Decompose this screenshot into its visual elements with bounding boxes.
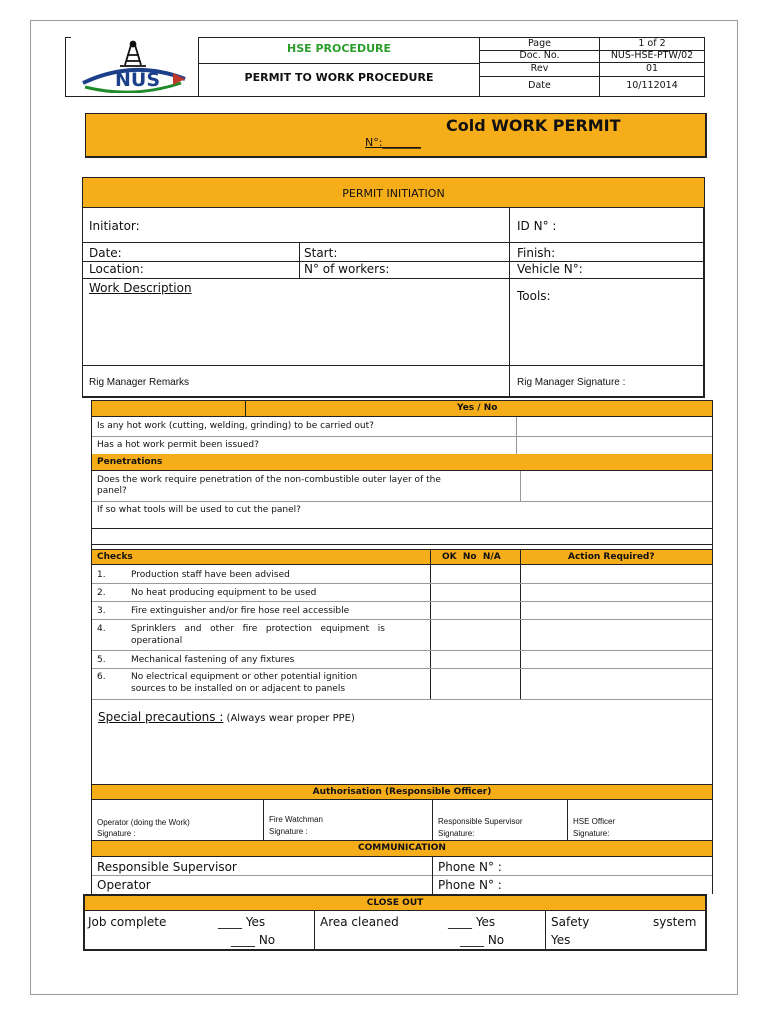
close-out-section <box>83 894 707 951</box>
yes-no-header: Yes / No <box>457 403 498 413</box>
meta-rev-label: Rev <box>530 63 549 74</box>
meta-page-label: Page <box>528 38 551 49</box>
checks-heading: Checks <box>97 552 133 562</box>
workers-label[interactable]: N° of workers: <box>304 262 390 276</box>
comm-phone-2[interactable]: Phone N° : <box>438 878 502 892</box>
check-1-num: 1. <box>97 570 106 580</box>
check-4-text-2: operational <box>131 636 183 646</box>
area-cleaned-label: Area cleaned <box>320 915 399 929</box>
checks-section <box>91 400 713 700</box>
check-1-text: Production staff have been advised <box>131 570 290 580</box>
meta-date-label: Date <box>528 80 551 91</box>
communication-heading: COMMUNICATION <box>358 843 446 853</box>
tools-label[interactable]: Tools: <box>517 289 551 303</box>
operator-sig-line: Signature : <box>97 829 136 838</box>
procedure-name: PERMIT TO WORK PROCEDURE <box>244 71 434 84</box>
initiation-heading: PERMIT INITIATION <box>342 187 445 200</box>
communication-section <box>91 840 713 894</box>
hot-work-q2: Has a hot work permit been issued? <box>97 440 259 450</box>
system-label: system <box>653 915 697 929</box>
work-description-label[interactable]: Work Description <box>89 281 192 295</box>
meta-docno-value: NUS-HSE-PTW/02 <box>610 50 694 61</box>
company-name: NUS <box>115 69 161 91</box>
rig-signature-label[interactable]: Rig Manager Signature : <box>517 377 626 388</box>
hse-officer-label[interactable]: HSE Officer <box>573 817 616 826</box>
finish-label[interactable]: Finish: <box>517 246 556 260</box>
meta-docno-label: Doc. No. <box>519 50 560 61</box>
operator-sig-label[interactable]: Operator (doing the Work) <box>97 818 190 827</box>
special-precautions-label: Special precautions : <box>98 710 224 724</box>
permit-initiation <box>82 177 705 398</box>
check-3-text: Fire extinguisher and/or fire hose reel accessible <box>131 606 350 616</box>
company-logo <box>73 39 193 93</box>
check-5-num: 5. <box>97 655 106 665</box>
supervisor-sig-line: Signature: <box>438 829 475 838</box>
check-4-num: 4. <box>97 624 106 634</box>
authorisation-heading: Authorisation (Responsible Officer) <box>312 787 492 797</box>
hot-work-q1: Is any hot work (cutting, welding, grinding) to be carried out? <box>97 421 374 431</box>
title-box <box>85 113 707 158</box>
penetration-q1-line2: panel? <box>97 486 127 496</box>
penetration-q1-line1: Does the work require penetration of the non-combustible outer layer of the <box>97 475 441 485</box>
comm-phone-1[interactable]: Phone N° : <box>438 860 502 874</box>
penetrations-heading: Penetrations <box>97 457 163 467</box>
supervisor-sig-label[interactable]: Responsible Supervisor <box>438 817 523 826</box>
procedure-type: HSE PROCEDURE <box>287 42 391 55</box>
location-label[interactable]: Location: <box>89 262 144 276</box>
check-2-text: No heat producing equipment to be used <box>131 588 317 598</box>
checks-action-header: Action Required? <box>568 552 655 562</box>
job-complete-yes[interactable]: ____ Yes <box>218 915 266 929</box>
permit-title: Cold WORK PERMIT <box>446 116 621 135</box>
hse-officer-sig: Signature: <box>573 829 610 838</box>
id-no-label[interactable]: ID N° : <box>517 219 557 233</box>
area-cleaned-no[interactable]: ____ No <box>460 933 505 947</box>
doc-header <box>65 37 705 97</box>
initiator-label[interactable]: Initiator: <box>89 219 140 233</box>
date-label[interactable]: Date: <box>89 246 122 260</box>
fire-watchman-sig: Signature : <box>269 827 308 836</box>
special-precautions[interactable] <box>91 700 713 784</box>
check-3-num: 3. <box>97 606 106 616</box>
safety-yes[interactable]: Yes <box>551 933 571 947</box>
special-precautions-note: (Always wear proper PPE) <box>223 713 355 724</box>
check-6-text-2: sources to be installed on or adjacent to panels <box>131 684 346 694</box>
meta-rev-value: 01 <box>645 63 659 74</box>
check-2-num: 2. <box>97 588 106 598</box>
check-5-text: Mechanical fastening of any fixtures <box>131 655 295 665</box>
job-complete-label: Job complete <box>88 915 167 929</box>
comm-operator-label: Operator <box>97 878 151 892</box>
meta-date-value: 10/112014 <box>626 80 678 91</box>
vehicle-label[interactable]: Vehicle N°: <box>517 262 583 276</box>
meta-page-value: 1 of 2 <box>638 38 666 49</box>
check-6-num: 6. <box>97 672 106 682</box>
close-out-heading: CLOSE OUT <box>366 898 424 908</box>
checks-ok-header: OK No N/A <box>442 552 501 562</box>
safety-label: Safety <box>551 915 590 929</box>
comm-supervisor-label: Responsible Supervisor <box>97 860 237 874</box>
authorisation-section <box>91 784 713 840</box>
check-6-text: No electrical equipment or other potential ignition <box>131 672 358 682</box>
rig-remarks-label[interactable]: Rig Manager Remarks <box>89 377 190 388</box>
fire-watchman-label[interactable]: Fire Watchman <box>269 815 323 824</box>
penetration-q2: If so what tools will be used to cut the panel? <box>97 505 301 515</box>
area-cleaned-yes[interactable]: ____ Yes <box>448 915 496 929</box>
start-label[interactable]: Start: <box>304 246 338 260</box>
permit-number: N°:_______ <box>365 136 421 149</box>
check-4-text: Sprinklers and other fire protection equipment is <box>131 624 385 634</box>
job-complete-no[interactable]: ____ No <box>231 933 276 947</box>
